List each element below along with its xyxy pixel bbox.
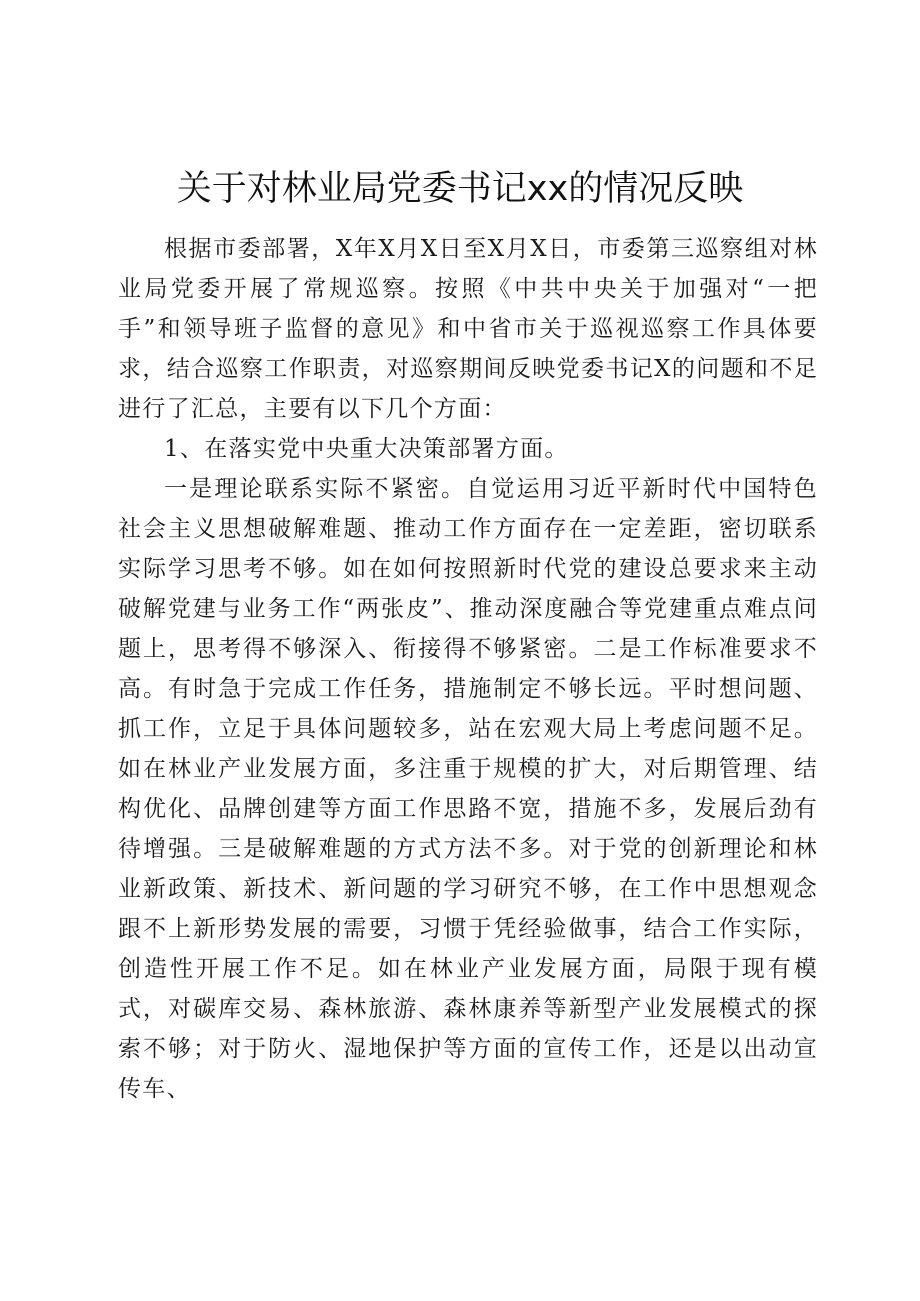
intro-paragraph: 根据市委部署，X年X月X日至X月X日，市委第三巡察组对林业局党委开展了常规巡察。按照《中共中央关于加强对“一把手”和领导班子监督的意见》和中省市关于巡视巡察工作具体要求，结合巡察工作职责，对巡察期间反映党委书记X的问题和不足进行了汇总，主要有以下几个方面： [118,236,818,422]
document-body [118,229,818,1109]
section-heading-1: 1、在落实党中央重大决策部署方面。 [164,436,569,462]
document-title: 关于对林业局党委书记xx的情况反映 [176,169,744,209]
body-paragraph: 一是理论联系实际不紧密。自觉运用习近平新时代中国特色社会主义思想破解难题、推动工作方面存在一定差距，密切联系实际学习思考不够。如在如何按照新时代党的建设总要求来主动破解党建与业务工作“两张皮”、推动深度融合等党建重点难点问题上，思考得不够深入、衔接得不够紧密。二是工作标准要求不高。有时急于完成工作任务，措施制定不够长远。平时想问题、抓工作，立足于具体问题较多，站在宏观大局上考虑问题不足。如在林业产业发展方面，多注重于规模的扩大，对后期管理、结构优化、品牌创建等方面工作思路不宽，措施不多，发展后劲有待增强。三是破解难题的方式方法不多。对于党的创新理论和林业新政策、新技术、新问题的学习研究不够，在工作中思想观念跟不上新形势发展的需要，习惯于凭经验做事，结合工作实际，创造性开展工作不足。如在林业产业发展方面，局限于现有模式，对碳库交易、森林旅游、森林康养等新型产业发展模式的探索不够；对于防火、湿地保护等方面的宣传工作，还是以出动宣传车、 [118,476,818,1102]
